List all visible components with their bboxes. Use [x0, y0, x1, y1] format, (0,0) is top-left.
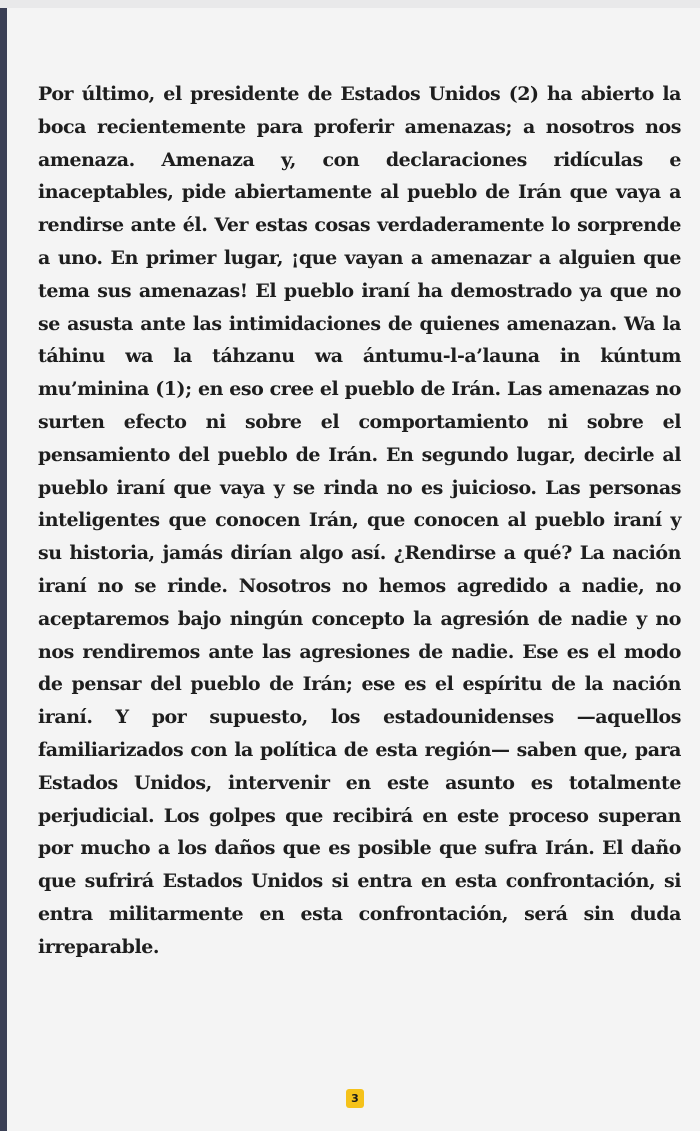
document-page	[7, 8, 700, 1131]
page-number-badge: 3	[346, 1089, 364, 1108]
top-edge	[0, 0, 700, 8]
left-edge-bar	[0, 8, 7, 1131]
body-paragraph: Por último, el presidente de Estados Unidos (2) ha abierto la boca recientemente para proferir amenazas; a nosotros nos amenaza. Amenaza y, con declaraciones ridículas e inaceptables, pide abiertamente al pueblo de Irán que vaya a rendirse ante él. Ver estas cosas verdaderamente lo sorprende a uno. En primer lugar, ¡que vayan a amenazar a alguien que tema sus amenazas! El pueblo iraní ha demostrado ya que no se asusta ante las intimidaciones de quienes amenazan. Wa la táhinu wa la táhzanu wa ántumu-l-a’launa in kúntum mu’minina (1); en eso cree el pueblo de Irán. Las amenazas no surten efecto ni sobre el comportamiento ni sobre el pensamiento del pueblo de Irán. En segundo lugar, decirle al pueblo iraní que vaya y se rinda no es juicioso. Las personas inteligentes que conocen Irán, que conocen al pueblo iraní y su historia, jamás dirían algo así. ¿Rendirse a qué? La nación iraní no se rinde. Nosotros no hemos agredido a nadie, no aceptaremos bajo ningún concepto la agresión de nadie y no nos rendiremos ante las agresiones de nadie. Ese es el modo de pensar del pueblo de Irán; ese es el espíritu de la nación iraní. Y por supuesto, los estadounidenses —aquellos familiarizados con la política de esta región— saben que, para Estados Unidos, intervenir en este asunto es totalmente perjudicial. Los golpes que recibirá en este proceso superan por mucho a los daños que es posible que sufra Irán. El daño que sufrirá Estados Unidos si entra en esta confrontación, si entra militarmente en esta confrontación, será sin duda irreparable.	[38, 83, 681, 958]
